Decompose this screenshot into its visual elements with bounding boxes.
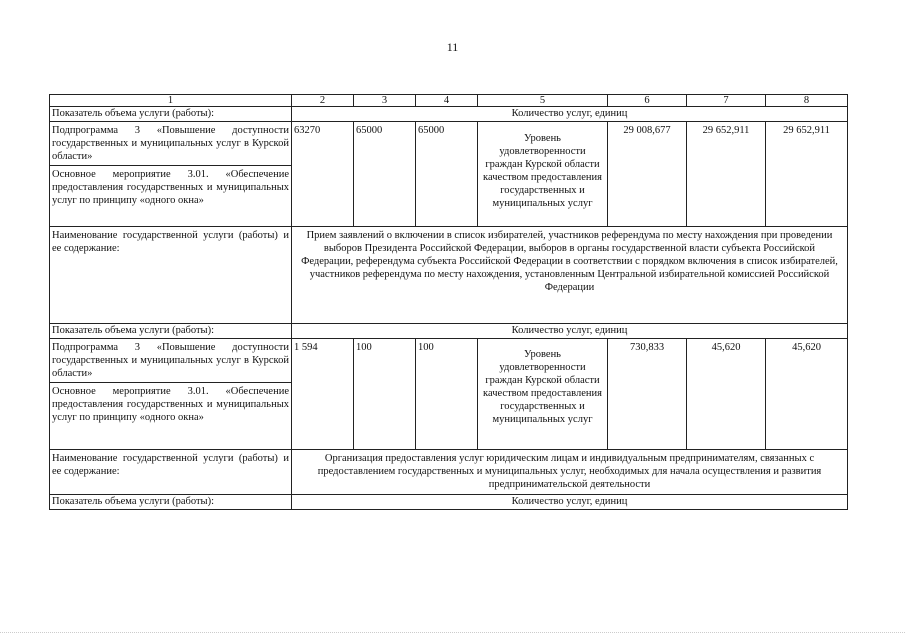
table-row	[50, 339, 848, 450]
value-col3: 65000	[354, 122, 416, 227]
indicator-label: Показатель объема услуги (работы):	[50, 324, 292, 339]
value-col2: 63270	[292, 122, 354, 227]
service-name-value: Прием заявлений о включении в список избирателей, участников референдума по месту нахождения при проведении выборов Президента Российской Федерации, выборов в органы государственной власти субъекта Российской Федерации, референдума субъекта Российской Федерации в соответствии с порядком включения в список избирателей, участников референдума по месту нахождения, установленным Центральной избирательной комиссией Российской Федерации	[292, 227, 848, 324]
header-cell-8: 8	[766, 95, 848, 107]
header-row	[50, 95, 848, 107]
indicator-row	[50, 495, 848, 510]
value-col8: 29 652,911	[766, 122, 848, 227]
page-number: 11	[446, 40, 459, 54]
table-row	[50, 122, 848, 227]
header-cell-5: 5	[478, 95, 608, 107]
value-col4: 100	[416, 339, 478, 450]
service-name-row	[50, 450, 848, 495]
indicator-value: Количество услуг, единиц	[292, 107, 848, 122]
service-name-label: Наименование государственной услуги (работы) и ее содержание:	[50, 227, 292, 324]
header-cell-1: 1	[50, 95, 292, 107]
service-name-value: Организация предоставления услуг юридическим лицам и индивидуальным предпринимателям, связанных с предоставлением государственных и муниципальных услуг, необходимых для начала осуществления и развития предпринимательской деятельности	[292, 450, 848, 495]
value-col8: 45,620	[766, 339, 848, 450]
subprogram-text: Подпрограмма 3 «Повышение доступности государственных и муниципальных услуг в Курской области»	[50, 339, 291, 383]
header-cell-4: 4	[416, 95, 478, 107]
value-col6: 730,833	[608, 339, 687, 450]
value-col4: 65000	[416, 122, 478, 227]
measure-text: Основное мероприятие 3.01. «Обеспечение предоставления государственных и муниципальных услуг по принципу «одного окна»	[52, 386, 289, 423]
header-cell-7: 7	[687, 95, 766, 107]
services-table	[49, 94, 848, 510]
value-col6: 29 008,677	[608, 122, 687, 227]
header-cell-2: 2	[292, 95, 354, 107]
value-col7: 45,620	[687, 339, 766, 450]
indicator-label: Показатель объема услуги (работы):	[50, 107, 292, 122]
page-edge-divider	[0, 632, 905, 639]
indicator-value: Количество услуг, единиц	[292, 495, 848, 510]
value-col7: 29 652,911	[687, 122, 766, 227]
header-cell-3: 3	[354, 95, 416, 107]
indicator-row	[50, 107, 848, 122]
value-col2: 1 594	[292, 339, 354, 450]
service-name-row	[50, 227, 848, 324]
program-cell	[50, 122, 292, 227]
value-col3: 100	[354, 339, 416, 450]
indicator-row	[50, 324, 848, 339]
measure-text: Основное мероприятие 3.01. «Обеспечение предоставления государственных и муниципальных услуг по принципу «одного окна»	[52, 169, 289, 206]
quality-indicator: Уровень удовлетворенности граждан Курской области качеством предоставления государственных и муниципальных услуг	[478, 339, 608, 450]
service-name-label: Наименование государственной услуги (работы) и ее содержание:	[50, 450, 292, 495]
program-cell	[50, 339, 292, 450]
indicator-value: Количество услуг, единиц	[292, 324, 848, 339]
indicator-label: Показатель объема услуги (работы):	[50, 495, 292, 510]
header-cell-6: 6	[608, 95, 687, 107]
subprogram-text: Подпрограмма 3 «Повышение доступности государственных и муниципальных услуг в Курской области»	[50, 122, 291, 166]
quality-indicator: Уровень удовлетворенности граждан Курской области качеством предоставления государственных и муниципальных услуг	[478, 122, 608, 227]
